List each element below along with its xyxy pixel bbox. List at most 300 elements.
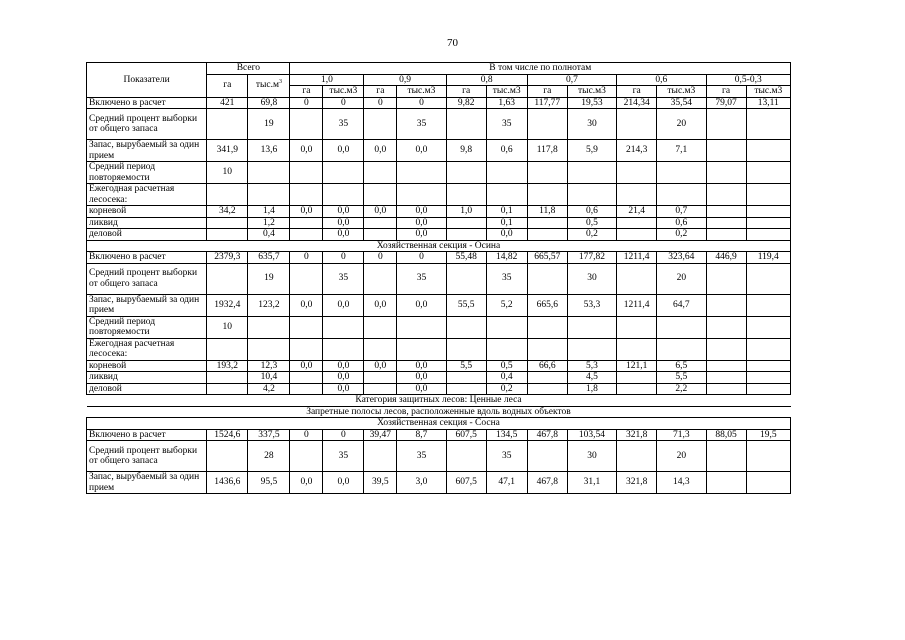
- table-cell: [364, 184, 397, 206]
- table-cell: 0,2: [657, 229, 706, 241]
- table-cell: [527, 383, 567, 395]
- table-cell: [746, 472, 790, 494]
- table-cell: 0,0: [290, 294, 323, 316]
- header-density-4: 0,7: [527, 74, 616, 86]
- table-cell: 35: [486, 441, 527, 472]
- table-cell: 0,0: [486, 229, 527, 241]
- table-cell: 0,7: [657, 206, 706, 218]
- table-cell: [207, 441, 248, 472]
- table-cell: 1211,4: [617, 252, 657, 264]
- table-cell: [486, 162, 527, 184]
- table-cell: [567, 338, 616, 360]
- table-cell: 0,4: [248, 229, 290, 241]
- table-cell: 0,0: [397, 294, 446, 316]
- table-cell: 0,0: [323, 217, 364, 229]
- table-cell: 0,4: [486, 372, 527, 384]
- table-cell: 123,2: [248, 294, 290, 316]
- table-cell: 0,2: [567, 229, 616, 241]
- table-cell: [364, 372, 397, 384]
- table-cell: 9,8: [446, 140, 486, 162]
- table-cell: 0,0: [323, 229, 364, 241]
- row-label: Средний процент выборки от общего запаса: [87, 109, 207, 140]
- table-cell: 14,82: [486, 252, 527, 264]
- table-cell: 39,5: [364, 472, 397, 494]
- table-cell: [706, 383, 746, 395]
- table-cell: 11,8: [527, 206, 567, 218]
- table-cell: 0,0: [323, 472, 364, 494]
- table-cell: 79,07: [706, 97, 746, 109]
- section-row: [87, 406, 791, 418]
- table-row: [87, 441, 791, 472]
- table-cell: [657, 338, 706, 360]
- table-cell: 177,82: [567, 252, 616, 264]
- table-cell: 12,3: [248, 360, 290, 372]
- table-cell: [567, 162, 616, 184]
- table-cell: [746, 162, 790, 184]
- table-cell: 0: [323, 252, 364, 264]
- table-cell: [290, 217, 323, 229]
- table-row: [87, 97, 791, 109]
- table-cell: [746, 229, 790, 241]
- table-cell: [446, 316, 486, 338]
- table-cell: [486, 184, 527, 206]
- table-cell: [446, 372, 486, 384]
- header-total-ha: га: [207, 74, 248, 97]
- table-cell: 13,6: [248, 140, 290, 162]
- table-cell: [706, 472, 746, 494]
- table-cell: 1,8: [567, 383, 616, 395]
- table-cell: [706, 338, 746, 360]
- table-cell: [290, 229, 323, 241]
- table-cell: [207, 109, 248, 140]
- table-cell: 1932,4: [207, 294, 248, 316]
- table-cell: 35: [486, 263, 527, 294]
- table-cell: 5,5: [657, 372, 706, 384]
- table-cell: 30: [567, 263, 616, 294]
- table-cell: 0,1: [486, 206, 527, 218]
- table-cell: 35: [397, 441, 446, 472]
- table-cell: 34,2: [207, 206, 248, 218]
- header-unit-m3: тыс.м3: [323, 86, 364, 98]
- table-cell: [446, 383, 486, 395]
- table-cell: [706, 206, 746, 218]
- row-label: деловой: [87, 383, 207, 395]
- table-row: [87, 109, 791, 140]
- table-cell: 0,0: [323, 360, 364, 372]
- table-cell: [364, 338, 397, 360]
- table-cell: [746, 294, 790, 316]
- table-cell: [397, 184, 446, 206]
- row-label: Включено в расчет: [87, 252, 207, 264]
- table-cell: 0,0: [323, 140, 364, 162]
- table-cell: 0: [397, 97, 446, 109]
- table-cell: [446, 109, 486, 140]
- table-cell: 214,34: [617, 97, 657, 109]
- table-cell: [527, 263, 567, 294]
- table-cell: 446,9: [706, 252, 746, 264]
- row-label: ликвид: [87, 217, 207, 229]
- table-cell: 467,8: [527, 472, 567, 494]
- table-row: [87, 429, 791, 441]
- table-cell: 1524,6: [207, 429, 248, 441]
- header-indicators: Показатели: [87, 63, 207, 98]
- table-cell: [207, 383, 248, 395]
- table-cell: 0,0: [397, 229, 446, 241]
- table-cell: [746, 383, 790, 395]
- table-cell: 35: [323, 109, 364, 140]
- table-cell: [617, 383, 657, 395]
- table-cell: [706, 109, 746, 140]
- header-unit-ha: га: [290, 86, 323, 98]
- table-cell: [706, 162, 746, 184]
- table-cell: [397, 316, 446, 338]
- table-cell: 4,2: [248, 383, 290, 395]
- table-cell: 35: [397, 109, 446, 140]
- table-cell: [746, 372, 790, 384]
- row-label: Ежегодная расчетная лесосека:: [87, 338, 207, 360]
- table-cell: [706, 229, 746, 241]
- table-cell: 0: [364, 97, 397, 109]
- table-cell: 0,0: [364, 294, 397, 316]
- section-title: Хозяйственная секция - Осина: [87, 240, 791, 252]
- table-cell: [446, 263, 486, 294]
- table-cell: 0,0: [290, 206, 323, 218]
- table-cell: [290, 441, 323, 472]
- table-cell: [364, 316, 397, 338]
- table-cell: [706, 372, 746, 384]
- table-cell: 9,82: [446, 97, 486, 109]
- table-cell: 30: [567, 441, 616, 472]
- table-cell: [527, 229, 567, 241]
- table-cell: [746, 360, 790, 372]
- table-cell: 35,54: [657, 97, 706, 109]
- header-unit-m3: тыс.м3: [657, 86, 706, 98]
- table-cell: 35: [323, 441, 364, 472]
- table-cell: 2,2: [657, 383, 706, 395]
- row-label: Средний период повторяемости: [87, 316, 207, 338]
- table-cell: [706, 140, 746, 162]
- table-cell: 117,77: [527, 97, 567, 109]
- table-cell: 0,0: [323, 294, 364, 316]
- table-cell: [706, 263, 746, 294]
- table-cell: 19,53: [567, 97, 616, 109]
- header-density-1: 1,0: [290, 74, 364, 86]
- table-cell: 337,5: [248, 429, 290, 441]
- table-cell: [290, 338, 323, 360]
- table-cell: [746, 184, 790, 206]
- table-cell: 20: [657, 441, 706, 472]
- table-cell: [446, 229, 486, 241]
- table-cell: [746, 263, 790, 294]
- table-cell: 30: [567, 109, 616, 140]
- table-cell: 20: [657, 109, 706, 140]
- table-cell: [364, 109, 397, 140]
- table-cell: 0,2: [486, 383, 527, 395]
- table-cell: 0,0: [364, 360, 397, 372]
- table-cell: 21,4: [617, 206, 657, 218]
- section-row: [87, 240, 791, 252]
- table-cell: 95,5: [248, 472, 290, 494]
- table-cell: 0,0: [323, 383, 364, 395]
- table-cell: [527, 372, 567, 384]
- table-cell: 5,9: [567, 140, 616, 162]
- table-row: [87, 252, 791, 264]
- table-cell: [323, 162, 364, 184]
- table-cell: 1211,4: [617, 294, 657, 316]
- header-density-2: 0,9: [364, 74, 446, 86]
- table-cell: 103,54: [567, 429, 616, 441]
- table-cell: 134,5: [486, 429, 527, 441]
- table-cell: [290, 383, 323, 395]
- table-cell: 35: [323, 263, 364, 294]
- table-cell: [290, 162, 323, 184]
- table-cell: 28: [248, 441, 290, 472]
- table-cell: 14,3: [657, 472, 706, 494]
- table-cell: [657, 184, 706, 206]
- table-cell: [248, 184, 290, 206]
- table-cell: [486, 338, 527, 360]
- table-cell: [617, 162, 657, 184]
- table-row: [87, 338, 791, 360]
- table-cell: [290, 184, 323, 206]
- table-cell: [746, 441, 790, 472]
- table-cell: 121,1: [617, 360, 657, 372]
- table-cell: 0,6: [567, 206, 616, 218]
- table-cell: 8,7: [397, 429, 446, 441]
- table-cell: [527, 338, 567, 360]
- table-cell: [527, 109, 567, 140]
- table-cell: 5,2: [486, 294, 527, 316]
- table-cell: 0,1: [486, 217, 527, 229]
- header-unit-ha: га: [446, 86, 486, 98]
- table-row: [87, 263, 791, 294]
- section-row: [87, 395, 791, 407]
- table-cell: [207, 229, 248, 241]
- table-cell: 3,0: [397, 472, 446, 494]
- header-including-by-density: В том числе по полнотам: [290, 63, 791, 75]
- table-cell: [567, 316, 616, 338]
- table-cell: [746, 316, 790, 338]
- forest-calculation-table: [86, 62, 791, 494]
- table-cell: [207, 217, 248, 229]
- row-label: Включено в расчет: [87, 97, 207, 109]
- table-cell: 0,0: [290, 140, 323, 162]
- table-cell: 10,4: [248, 372, 290, 384]
- table-cell: 5,3: [567, 360, 616, 372]
- table-cell: 71,3: [657, 429, 706, 441]
- table-cell: [446, 338, 486, 360]
- table-cell: 55,5: [446, 294, 486, 316]
- table-cell: [364, 217, 397, 229]
- table-cell: [446, 184, 486, 206]
- table-row: [87, 294, 791, 316]
- header-density-5: 0,6: [617, 74, 706, 86]
- table-cell: [567, 184, 616, 206]
- table-cell: [617, 109, 657, 140]
- table-cell: 214,3: [617, 140, 657, 162]
- table-cell: 193,2: [207, 360, 248, 372]
- table-cell: 0: [290, 97, 323, 109]
- table-cell: [706, 184, 746, 206]
- table-cell: [527, 441, 567, 472]
- table-cell: 665,57: [527, 252, 567, 264]
- table-cell: 421: [207, 97, 248, 109]
- table-cell: 607,5: [446, 429, 486, 441]
- table-cell: 0,0: [364, 206, 397, 218]
- table-cell: [364, 441, 397, 472]
- table-cell: 2379,3: [207, 252, 248, 264]
- table-cell: 0,0: [397, 140, 446, 162]
- table-cell: [290, 109, 323, 140]
- table-cell: [706, 441, 746, 472]
- table-cell: 53,3: [567, 294, 616, 316]
- table-cell: [207, 338, 248, 360]
- table-cell: 1,4: [248, 206, 290, 218]
- table-cell: [746, 109, 790, 140]
- table-cell: 0,0: [397, 360, 446, 372]
- table-cell: [323, 316, 364, 338]
- table-cell: 1436,6: [207, 472, 248, 494]
- table-cell: 0,0: [323, 206, 364, 218]
- table-cell: 0: [290, 429, 323, 441]
- row-label: Запас, вырубаемый за один прием: [87, 294, 207, 316]
- table-cell: 665,6: [527, 294, 567, 316]
- table-cell: 5,5: [446, 360, 486, 372]
- table-cell: [364, 162, 397, 184]
- table-cell: [657, 162, 706, 184]
- table-cell: 55,48: [446, 252, 486, 264]
- table-cell: 19: [248, 263, 290, 294]
- table-row: [87, 316, 791, 338]
- table-cell: [617, 184, 657, 206]
- table-cell: 323,64: [657, 252, 706, 264]
- table-cell: 635,7: [248, 252, 290, 264]
- row-label: Средний процент выборки от общего запаса: [87, 441, 207, 472]
- header-unit-m3: тыс.м3: [397, 86, 446, 98]
- table-row: [87, 206, 791, 218]
- header-unit-m3: тыс.м3: [486, 86, 527, 98]
- table-cell: [527, 184, 567, 206]
- table-cell: 467,8: [527, 429, 567, 441]
- table-cell: 119,4: [746, 252, 790, 264]
- row-label: Ежегодная расчетная лесосека:: [87, 184, 207, 206]
- table-cell: 88,05: [706, 429, 746, 441]
- table-cell: 321,8: [617, 429, 657, 441]
- row-label: корневой: [87, 360, 207, 372]
- header-unit-m3: тыс.м3: [567, 86, 616, 98]
- table-row: [87, 383, 791, 395]
- table-cell: 4,5: [567, 372, 616, 384]
- table-cell: [617, 217, 657, 229]
- table-cell: [207, 263, 248, 294]
- table-cell: [397, 338, 446, 360]
- table-cell: [486, 316, 527, 338]
- table-cell: 19,5: [746, 429, 790, 441]
- table-row: [87, 184, 791, 206]
- table-cell: 66,6: [527, 360, 567, 372]
- table-cell: 0,0: [397, 217, 446, 229]
- table-cell: 0: [364, 252, 397, 264]
- table-cell: 10: [207, 316, 248, 338]
- table-cell: [364, 383, 397, 395]
- table-cell: [364, 263, 397, 294]
- table-row: [87, 360, 791, 372]
- table-cell: [207, 184, 248, 206]
- table-row: [87, 140, 791, 162]
- table-cell: 35: [486, 109, 527, 140]
- table-row: [87, 472, 791, 494]
- table-cell: 0,0: [290, 360, 323, 372]
- section-title: Категория защитных лесов: Ценные леса: [87, 395, 791, 407]
- header-row-1: [87, 63, 791, 75]
- table-cell: 0,0: [290, 472, 323, 494]
- table-cell: [527, 316, 567, 338]
- row-label: Запас, вырубаемый за один прием: [87, 140, 207, 162]
- table-cell: 0: [290, 252, 323, 264]
- table-cell: 20: [657, 263, 706, 294]
- row-label: Запас, вырубаемый за один прием: [87, 472, 207, 494]
- section-title: Хозяйственная секция - Сосна: [87, 418, 791, 430]
- table-cell: 0,0: [397, 206, 446, 218]
- table-cell: [446, 162, 486, 184]
- table-cell: [527, 217, 567, 229]
- table-cell: 0,6: [657, 217, 706, 229]
- table-cell: [527, 162, 567, 184]
- table-cell: [248, 162, 290, 184]
- table-row: [87, 217, 791, 229]
- table-cell: 7,1: [657, 140, 706, 162]
- header-density-3: 0,8: [446, 74, 527, 86]
- table-cell: 6,5: [657, 360, 706, 372]
- table-cell: 0: [323, 429, 364, 441]
- table-cell: [746, 206, 790, 218]
- table-cell: 0: [323, 97, 364, 109]
- table-cell: [617, 372, 657, 384]
- table-row: [87, 372, 791, 384]
- table-cell: 39,47: [364, 429, 397, 441]
- table-cell: [746, 338, 790, 360]
- table-cell: [323, 184, 364, 206]
- table-cell: 35: [397, 263, 446, 294]
- table-cell: [207, 372, 248, 384]
- table-cell: 69,8: [248, 97, 290, 109]
- table-cell: [290, 263, 323, 294]
- table-cell: [364, 229, 397, 241]
- table-cell: 19: [248, 109, 290, 140]
- table-cell: [248, 338, 290, 360]
- header-unit-ha: га: [706, 86, 746, 98]
- table-cell: 0,0: [323, 372, 364, 384]
- table-cell: [617, 229, 657, 241]
- table-cell: [657, 316, 706, 338]
- header-unit-ha: га: [527, 86, 567, 98]
- header-unit-m3: тыс.м3: [746, 86, 790, 98]
- page-number: 70: [447, 37, 458, 49]
- table-cell: 0,0: [397, 372, 446, 384]
- table-row: [87, 162, 791, 184]
- table-cell: [617, 441, 657, 472]
- table-cell: [446, 441, 486, 472]
- table-cell: [323, 338, 364, 360]
- table-cell: 13,11: [746, 97, 790, 109]
- table-cell: 1,2: [248, 217, 290, 229]
- table-cell: [248, 316, 290, 338]
- header-unit-ha: га: [617, 86, 657, 98]
- row-label: Средний период повторяемости: [87, 162, 207, 184]
- table-cell: [706, 217, 746, 229]
- table-cell: [290, 316, 323, 338]
- table-cell: 0: [397, 252, 446, 264]
